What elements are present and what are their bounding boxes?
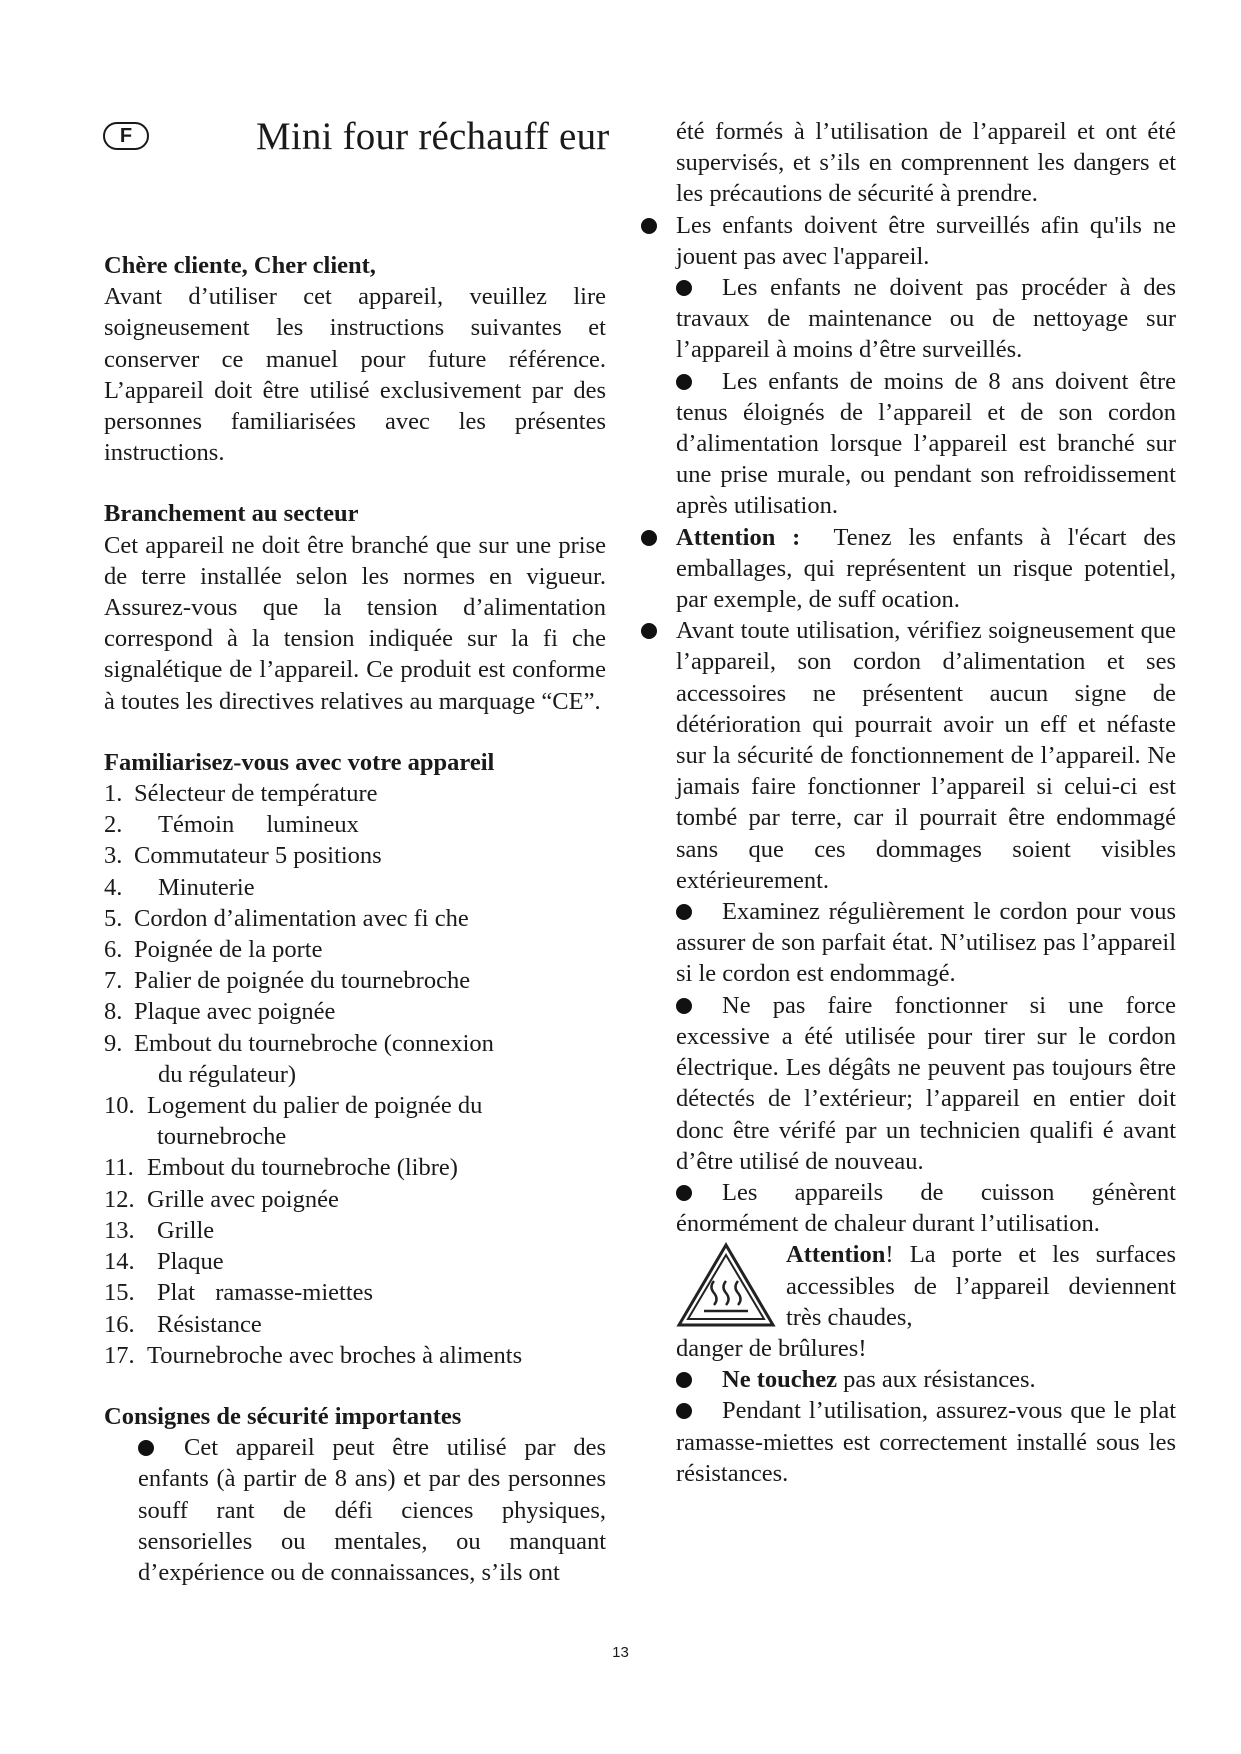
- page-number: 13: [612, 1644, 629, 1661]
- salutation: Chère cliente, Cher client,: [104, 252, 376, 279]
- list-item: 5. Cordon d’alimentation avec fi che: [104, 904, 469, 932]
- bullet-icon: [676, 374, 692, 390]
- bullet-icon: [676, 998, 692, 1014]
- list-item: 7. Palier de poignée du tournebroche: [104, 967, 471, 995]
- list-item: Avant toute utilisation, vérifiez soigneusement que l’appareil, son cordon d’alimentation et ses accessoires ne présentent aucun signe de détérioration qui pourrait avoir un eff et néfaste sur la sécurité de fonctionnement de l’appareil. Ne jamais faire fonctionner l’appareil si celui-ci est tombé par terre, car il pourrait être endommagé sans que ces dommages soient visibles extérieurement.: [676, 615, 1176, 896]
- language-badge: F: [103, 122, 149, 150]
- power-text: Cet appareil ne doit être branché que sur une prise de terre installée selon les normes en vigueur. Assurez-vous que la tension d’alimentation correspond à la tension indiquée sur la fi che signalétique de l’appareil. Ce produit est conforme à toutes les directives relatives au marquage “CE”.: [104, 531, 606, 715]
- list-item: Les appareils de cuisson génèrent énormément de chaleur durant l’utilisation.: [676, 1178, 1176, 1238]
- parts-heading: Familiarisez-vous avec votre appareil: [104, 748, 495, 776]
- right-column: [676, 116, 1176, 1489]
- list-item: 10. Logement du palier de poignée du tournebroche: [104, 1092, 483, 1151]
- warning-text: Attention! La porte et les surfaces accessibles de l’appareil deviennent très chaudes,: [786, 1241, 1176, 1331]
- hot-surface-warning-icon: [676, 1241, 776, 1329]
- list-item: 11. Embout du tournebroche (libre): [104, 1154, 458, 1182]
- list-item: Examinez régulièrement le cordon pour vous assurer de son parfait état. N’utilisez pas l’appareil si le cordon est endommagé.: [676, 898, 1176, 988]
- list-item: Pendant l’utilisation, assurez-vous que le plat ramasse-miettes est correctement installé sous les résistances.: [676, 1397, 1176, 1487]
- list-item: 8. Plaque avec poignée: [104, 998, 336, 1026]
- list-item: 14. Plaque: [104, 1248, 224, 1276]
- page-title: Mini four réchauff eur: [256, 115, 610, 158]
- list-item: Attention : Tenez les enfants à l'écart des emballages, qui représentent un risque potentiel, par exemple, de suff ocation.: [676, 522, 1176, 616]
- parts-list: [104, 778, 606, 1371]
- list-item: 6. Poignée de la porte: [104, 936, 323, 964]
- bullet-icon: [676, 280, 692, 296]
- list-item: 2. Témoin lumineux: [104, 811, 359, 839]
- list-item: Ne pas faire fonctionner si une force excessive a été utilisée pour tirer sur le cordon électrique. Les dégâts ne peuvent pas toujours être détectés de l’extérieur; l’appareil en entier doit donc être vérifé par un technicien qualifi é avant d’être utilisé de nouveau.: [676, 991, 1176, 1175]
- list-item: 1. Sélecteur de température: [104, 780, 378, 808]
- power-heading: Branchement au secteur: [104, 500, 359, 528]
- warning-continuation: danger de brûlures!: [676, 1334, 867, 1362]
- list-item: 9. Embout du tournebroche (connexion du régulateur): [104, 1029, 494, 1088]
- bullet-icon: [641, 530, 657, 546]
- bullet-icon: [641, 218, 657, 234]
- list-item: 12. Grille avec poignée: [104, 1185, 339, 1213]
- bullet-continuation: été formés à l’utilisation de l’appareil et ont été supervisés, et s’ils en comprennent les dangers et les précautions de sécurité à prendre.: [676, 118, 1176, 208]
- list-item: 16. Résistance: [104, 1310, 262, 1338]
- list-item: 17. Tournebroche avec broches à aliments: [104, 1341, 523, 1369]
- list-item: 4. Minuterie: [104, 873, 255, 901]
- list-item: Ne touchez pas aux résistances.: [676, 1364, 1176, 1395]
- hot-surface-warning: [676, 1239, 1176, 1364]
- list-item: Les enfants ne doivent pas procéder à des travaux de maintenance ou de nettoyage sur l’appareil à moins d’être surveillés.: [676, 274, 1176, 364]
- bullet-icon: [676, 1185, 692, 1201]
- bullet-icon: [676, 1372, 692, 1388]
- list-item: Les enfants de moins de 8 ans doivent être tenus éloignés de l’appareil et de son cordon d’alimentation lorsque l’appareil est branché sur une prise murale, ou pendant son refroidissement après utilisation.: [676, 367, 1176, 520]
- list-item: Cet appareil peut être utilisé par des enfants (à partir de 8 ans) et par des personnes souff rant de défi ciences physiques, sensorielles ou mentales, ou manquant d’expérience ou de connaissances, s’ils ont: [138, 1434, 606, 1586]
- bullet-icon: [138, 1440, 154, 1456]
- left-column: [104, 250, 606, 1588]
- intro-text: Avant d’utiliser cet appareil, veuillez lire soigneusement les instructions suivantes et conserver ce manuel pour future référence. L’appareil doit être utilisé exclusivement par des personnes familiarisées avec les présentes instructions.: [104, 283, 606, 467]
- bullet-icon: [676, 1403, 692, 1419]
- list-item: Les enfants doivent être surveillés afin qu'ils ne jouent pas avec l'appareil.: [676, 210, 1176, 272]
- list-item: 13. Grille: [104, 1216, 215, 1244]
- safety-heading: Consignes de sécurité importantes: [104, 1402, 462, 1430]
- bullet-icon: [676, 904, 692, 920]
- bullet-icon: [641, 623, 657, 639]
- list-item: 15. Plat ramasse-miettes: [104, 1279, 374, 1307]
- list-item: 3. Commutateur 5 positions: [104, 842, 382, 870]
